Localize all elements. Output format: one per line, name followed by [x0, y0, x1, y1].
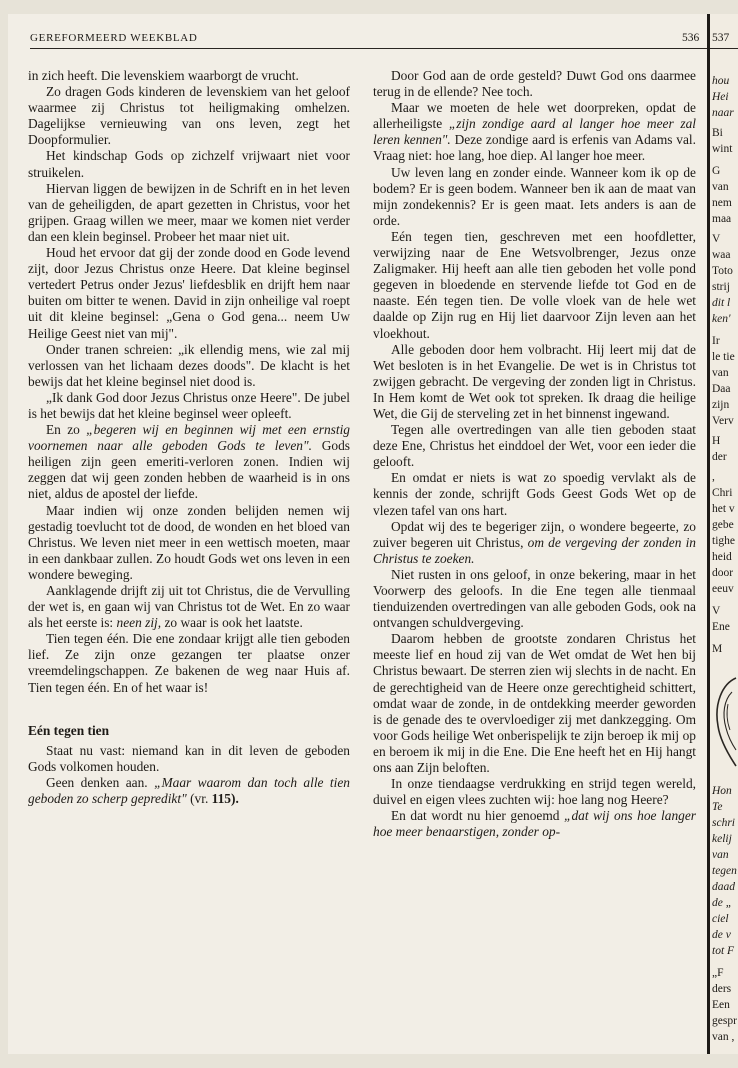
next-page-edge [710, 14, 738, 1054]
fragment-text: der [712, 451, 727, 463]
fragment-text: nem [712, 197, 732, 209]
page-number: 536 [682, 32, 700, 44]
paragraph: Alle geboden door hem volbracht. Hij leert mij dat de Wet besloten is in het Evangelie. De wet is in Christus tot zwijgen gebracht. De vergeving der zonden ligt in Christus. In Hem komt de Wet ook tot spreken. Ik draag die heilige Wet, die Gij de sterveling zet in het binnenst ingewand. [373, 341, 696, 421]
fragment-text: van [712, 367, 729, 379]
fragment-text: tighe [712, 535, 735, 547]
fragment-text: le tie [712, 351, 735, 363]
fragment-text: door [712, 567, 734, 579]
fragment-text: gebe [712, 519, 734, 531]
header-rule [30, 48, 710, 49]
fragment-text: naar [712, 107, 734, 119]
paragraph: Aanklagende drijft zij uit tot Christus, die de Vervulling der wet is, en gaan wij van Christus tot de Wet. En zo waar als het eerste is: neen zij, zo waar is ook het laatste. [28, 583, 350, 631]
fragment-text: Ene [712, 621, 730, 633]
fragment-text: van , [712, 1031, 735, 1043]
paragraph: Daarom hebben de grootste zondaren Christus het meeste lief en houd zij van de Wet omdat de Wet hen bij Christus bewaart. De sterren zien wij slechts in de nacht. En de gerechtigheid van de Heere onze gerechtigheid schittert, omdat waar de zonde, in de ontdekking meerder geworden is de genade des te overvloediger zij met dankzegging. Om voor Gods heilige Wet onberispelijk te zijn beroep ik mij op en beroem ik mij in die Ene. Die Ene heeft het en Hij hangt ons aan Zijn beloften. [373, 631, 696, 776]
fragment-text: het v [712, 503, 735, 515]
fragment-text: gespr [712, 1015, 737, 1027]
fragment-text: Verv [712, 415, 734, 427]
paragraph: Houd het ervoor dat gij der zonde dood en Gode levend zijt, door Jezus Christus onze Heere. Dat kleine beginsel vertedert Petrus onder Jezus' liefdesblik en drijft hem naar buiten om bitter te wenen. David in zijn onheilige val roept uit dit kleine beginsel: „Gena o God gena... neem Uw Heilige Geest niet van mij". [28, 245, 350, 341]
fragment-text: M [712, 643, 723, 655]
fragment-text: hou [712, 75, 730, 87]
fragment-text: schri [712, 817, 735, 829]
illustration-fragment [710, 674, 738, 772]
fragment-text: tegen [712, 865, 737, 877]
paragraph: Uw leven lang en zonder einde. Wanneer kom ik op de bodem? Er is geen bodem. Wanneer ben ik aan de maat van mijn zondekennis? Er is geen maat. Iets anders is aan de orde. [373, 164, 696, 228]
magazine-page [8, 14, 708, 1054]
fragment-text: Te [712, 801, 723, 813]
fragment-text: H [712, 435, 721, 447]
paragraph: In onze tiendaagse verdrukking en strijd tegen wereld, duivel en eigen vlees zuchten wij: hoe lang nog Heere? [373, 776, 696, 808]
paragraph: Door God aan de orde gesteld? Duwt God ons daarmee terug in de ellende? Nee toch. [373, 68, 696, 100]
fragment-text: eeuv [712, 583, 734, 595]
paragraph: Geen denken aan. „Maar waarom dan toch alle tien geboden zo scherp gepredikt" (vr. 115). [28, 774, 350, 807]
next-header-rule [710, 48, 738, 49]
fragment-text: heid [712, 551, 732, 563]
fragment-text: V [712, 233, 721, 245]
fragment-text: daad [712, 881, 735, 893]
paragraph: Niet rusten in ons geloof, in onze bekering, maar in het Voorwerp des geloofs. In die Ene tegen alle tienmaal tienduizenden overtredingen van alle geboden Gods, ook na ontvangen schuldvergeving. [373, 566, 696, 631]
fragment-text: van [712, 849, 729, 861]
paragraph: Eén tegen tien, geschreven met een hoofdletter, verwijzing naar de Ene Wetsvolbrenger, Jezus onze Zaligmaker. Hij heeft aan alle tien geboden het volle pond gegeven in bloedende en stervende liefde tot God en de naaste. Eén tegen tien. De volle vloek van de hele wet daalde op Zijn rug en Hij liet daarvoor Zijn leven aan het vloekhout. [373, 228, 696, 341]
fragment-text: Ir [712, 335, 720, 347]
fragment-text: ciel [712, 913, 729, 925]
paragraph: Maar indien wij onze zonden belijden nemen wij gestadig toevlucht tot de dood, de wonden en het bloed van Christus. We leven niet meer in een wettisch moeten, maar in een dankbaar zullen. Zo houdt Gods wet ons leven in een wondere beweging. [28, 502, 350, 582]
fragment-text: van [712, 181, 729, 193]
fragment-text: de „ [712, 897, 733, 909]
fragment-text: Chri [712, 487, 733, 499]
fragment-text: de v [712, 929, 731, 941]
paragraph: Opdat wij des te begeriger zijn, o wondere begeerte, zo zuiver begeren uit Christus, om de vergeving der zonden in Christus te zoeken. [373, 518, 696, 566]
fragment-text: V [712, 605, 721, 617]
fragment-text: Een [712, 999, 730, 1011]
paragraph: Onder tranen schreien: „ik ellendig mens, wie zal mij verlossen van het lichaam dezes doods". De klacht is het bewijs dat het kleine beginsel niet dood is. [28, 341, 350, 389]
fragment-text: G [712, 165, 721, 177]
paragraph: Hiervan liggen de bewijzen in de Schrift en in het leven van de geheiligden, de apart gezetten in Christus, voor het grijpen. Graag willen we meer, maar we komen niet verder dan een klein beginsel. Probeer het maar niet uit. [28, 180, 350, 244]
fragment-text: Hon [712, 785, 732, 797]
fragment-text: Toto [712, 265, 733, 277]
right-column [373, 68, 696, 841]
paragraph: Tien tegen één. Die ene zondaar krijgt alle tien geboden lief. Ze zijn onze gezangen ter plaatse onzer vreemdelingschappen. Ze bakenen de weg naar Huis af. Tien tegen één. En of het waar is! [28, 631, 350, 695]
section-heading: Eén tegen tien [28, 722, 110, 738]
paragraph: En zo „begeren wij en beginnen wij met een ernstig voornemen naar alle geboden Gods te leven". Gods heiligen zijn geen emeriti-verloren zonen. Indien wij zeggen dat wij geen zonden hebben de waarheid is in ons niet, aldus de apostel der liefde. [28, 422, 350, 502]
fragment-text: Hei [712, 91, 729, 103]
fragment-text: kelij [712, 833, 732, 845]
next-page-number: 537 [712, 32, 730, 44]
fragment-text: Bi [712, 127, 723, 139]
left-column [28, 68, 350, 807]
fragment-text: ken' [712, 313, 731, 325]
fragment-text: strij [712, 281, 730, 293]
paragraph: Staat nu vast: niemand kan in dit leven de geboden Gods volkomen houden. [28, 742, 350, 774]
fragment-text: Daa [712, 383, 731, 395]
fragment-text: maa [712, 213, 732, 225]
fragment-text: waa [712, 249, 731, 261]
paragraph: Zo dragen Gods kinderen de levenskiem van het geloof waarmee zij Christus tot heiligmaking omhelzen. Dagelijkse vernieuwing van ons leven, zegt het Doopformulier. [28, 84, 350, 148]
fragment-text: tot F [712, 945, 735, 957]
paragraph: En omdat er niets is wat zo spoedig vervlakt als de kennis der zonde, schrijft Gods Geest Gods Wet op de vlezen tafel van ons hart. [373, 470, 696, 518]
paragraph: Maar we moeten de hele wet doorpreken, opdat de allerheiligste „zijn zondige aard al langer hoe meer zal leren kennen". Deze zondige aard is erfenis van Adams val. Vraag niet: hoe lang, hoe diep. Al langer hoe meer. [373, 100, 696, 164]
paragraph: „Ik dank God door Jezus Christus onze Heere". De jubel is het bewijs dat het kleine beginsel weer opleeft. [28, 389, 350, 421]
fragment-text: „F [712, 967, 724, 979]
paragraph: Het kindschap Gods op zichzelf vrijwaart niet voor struikelen. [28, 148, 350, 180]
fragment-text: , [712, 471, 715, 483]
fragment-text: dit l [712, 297, 731, 309]
paragraph: En dat wordt nu hier genoemd „dat wij ons hoe langer hoe meer benaarstigen, zonder op- [373, 808, 697, 840]
paragraph: in zich heeft. Die levenskiem waarborgt de vrucht. [28, 68, 299, 83]
running-header: GEREFORMEERD WEEKBLAD [30, 32, 198, 44]
paragraph: Tegen alle overtredingen van alle tien geboden staat deze Ene, Christus het einddoel der Wet, voor een ieder die gelooft. [373, 422, 696, 470]
fragment-text: zijn [712, 399, 730, 411]
fragment-text: wint [712, 143, 733, 155]
fragment-text: ders [712, 983, 732, 995]
